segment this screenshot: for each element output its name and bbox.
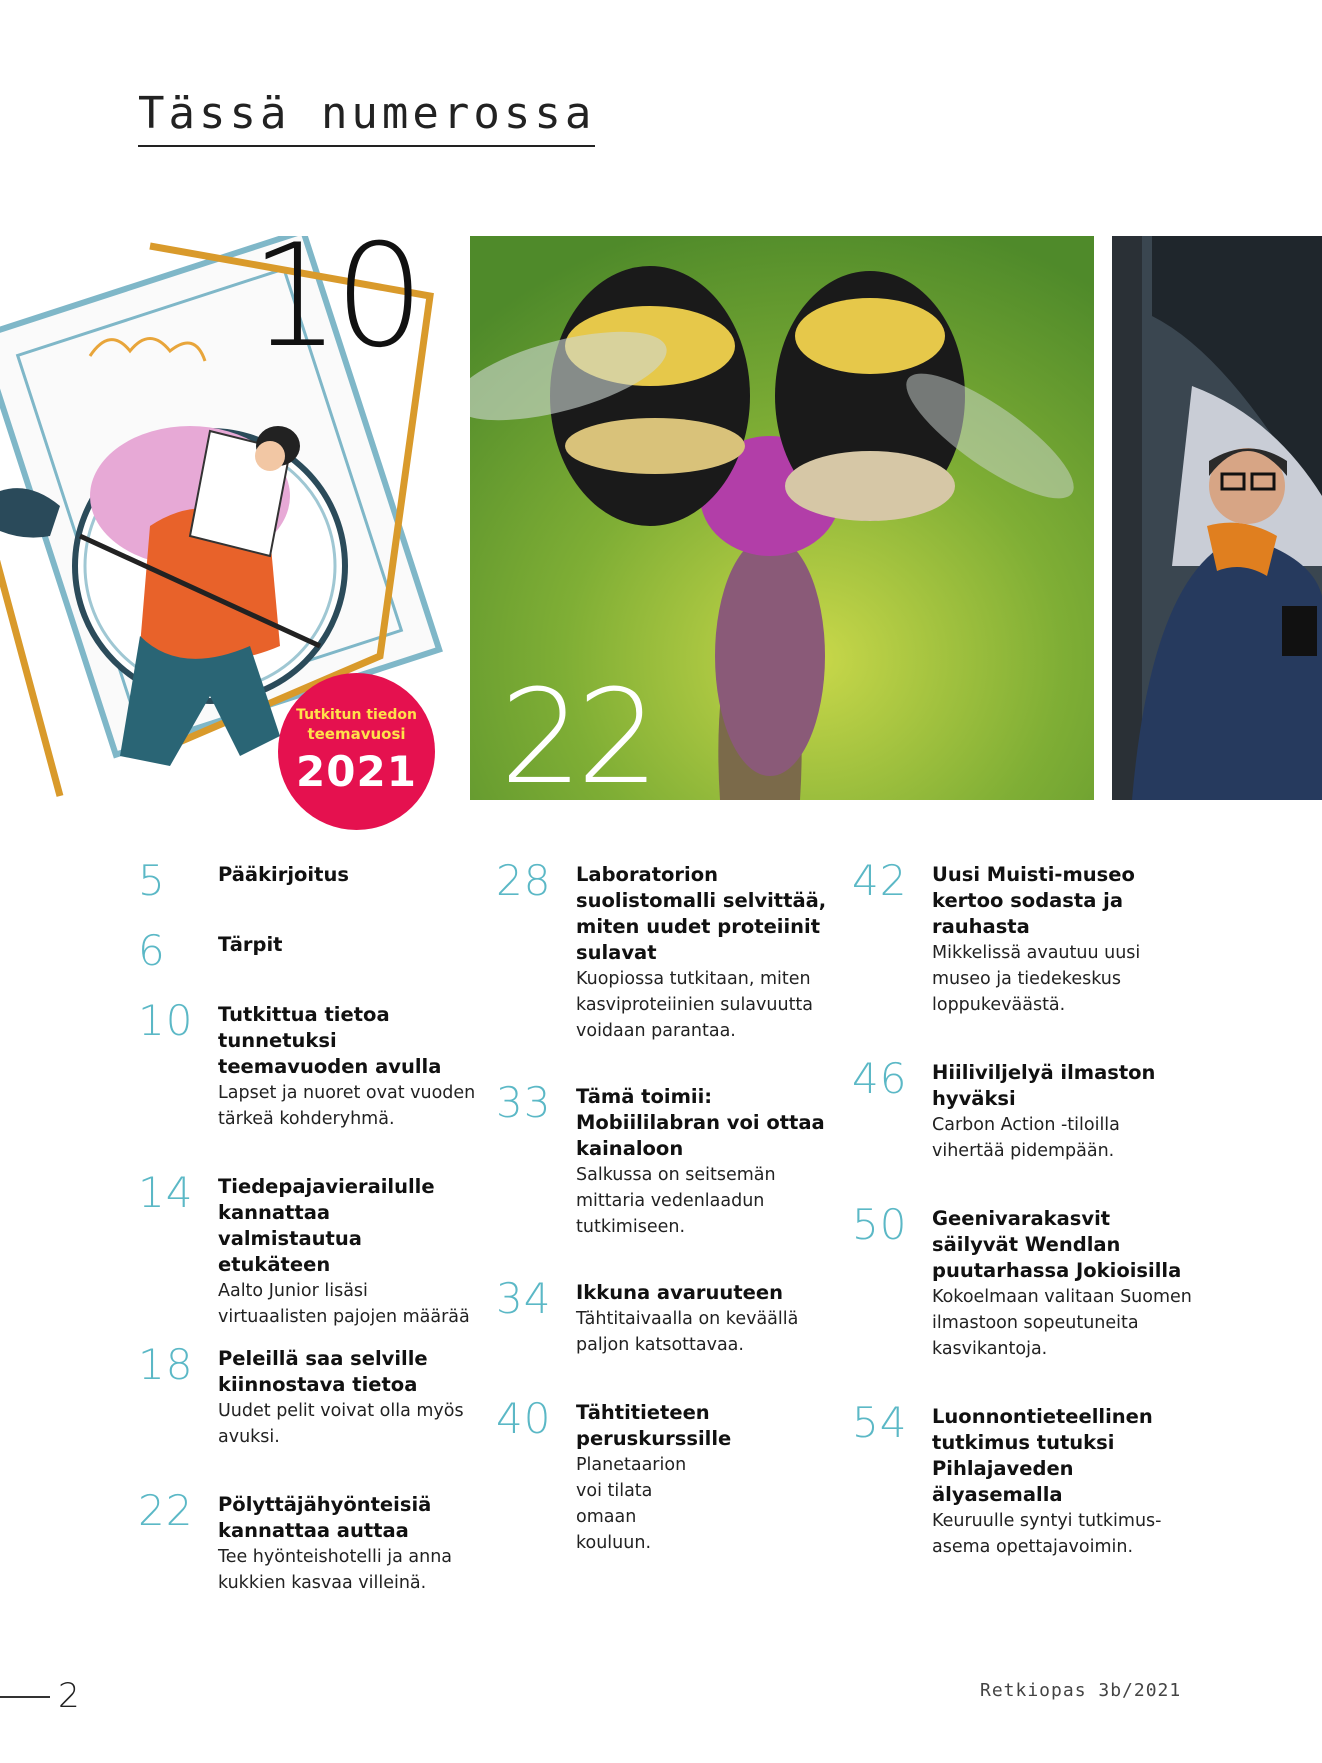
toc-description: Tähtitaivaalla on keväällä paljon katsottavaa.: [576, 1309, 799, 1355]
toc-description: Lapset ja nuoret ovat vuoden tärkeä kohderyhmä.: [218, 1083, 476, 1129]
toc-page-number: 28: [496, 856, 552, 905]
toc-title: Geenivarakasvit säilyvät Wendlan puutarhassa Jokioisilla: [932, 1207, 1182, 1282]
footer-page-number: 2: [58, 1676, 80, 1716]
toc-title: Tiedepajavierailulle kannattaa valmistautua etukäteen: [218, 1175, 435, 1276]
toc-title: Laboratorion suolistomalli selvittää, miten uudet proteiinit sulavat: [576, 863, 827, 964]
toc-title: Hiiliviljelyä ilmaston hyväksi: [932, 1061, 1156, 1110]
observatory-person-photo-image: [1112, 236, 1322, 800]
toc-title: Ikkuna avaruuteen: [576, 1281, 783, 1304]
toc-description: Mikkelissä avautuu uusi museo ja tiedekeskus loppukeväästä.: [932, 943, 1141, 1015]
toc-entry[interactable]: [852, 1200, 1192, 1404]
toc-title: Tähtitieteen peruskurssille: [576, 1401, 732, 1450]
toc-entry[interactable]: [852, 1398, 1192, 1560]
toc-title: Tärpit: [218, 933, 283, 956]
toc-entry[interactable]: [138, 1340, 478, 1492]
toc-page-number: 10: [138, 996, 194, 1045]
hero-page-number-22: 22: [500, 661, 654, 813]
toc-description: Keuruulle syntyi tutkimus-asema opettajavoimin.: [932, 1511, 1162, 1557]
badge-line-1: Tutkitun tiedon: [296, 707, 417, 723]
toc-description: Salkussa on seitsemän mittaria vedenlaadun tutkimiseen.: [576, 1165, 776, 1237]
toc-entry[interactable]: [852, 856, 1192, 1060]
toc-title: Tämä toimii: Mobiililabran voi ottaa kainaloon: [576, 1085, 825, 1160]
toc-column-2: [496, 856, 836, 1556]
toc-title: Pääkirjoitus: [218, 863, 349, 886]
toc-page-number: 40: [496, 1394, 552, 1443]
toc-page-number: 34: [496, 1274, 552, 1323]
toc-entry[interactable]: [496, 856, 836, 1084]
toc-description: Kuopiossa tutkitaan, miten kasviproteiinien sulavuutta voidaan parantaa.: [576, 969, 814, 1041]
toc-page-number: 54: [852, 1398, 908, 1447]
toc-entry[interactable]: [852, 1054, 1192, 1206]
toc-description: Kokoelmaan valitaan Suomen ilmastoon sopeutuneita kasvikantoja.: [932, 1287, 1192, 1359]
toc-entry[interactable]: [138, 1168, 478, 1346]
toc-title: Pölyttäjähyönteisiä kannattaa auttaa: [218, 1493, 432, 1542]
toc-entry[interactable]: [138, 1486, 478, 1596]
toc-description: Aalto Junior lisäsi virtuaalisten pajojen määrää: [218, 1281, 470, 1327]
toc-page-number: 50: [852, 1200, 908, 1249]
page-title: Tässä numerossa: [138, 88, 595, 147]
toc-column-1: [138, 856, 478, 1596]
toc-entry[interactable]: [496, 1394, 836, 1556]
toc-entry[interactable]: [138, 996, 478, 1174]
toc-title: Uusi Muisti-museo kertoo sodasta ja rauhasta: [932, 863, 1135, 938]
toc-column-3: [852, 856, 1192, 1560]
toc-title: Luonnontieteellinen tutkimus tutuksi Pihlajaveden älyasemalla: [932, 1405, 1153, 1506]
toc-page-number: 6: [138, 926, 166, 975]
toc-page-number: 33: [496, 1078, 552, 1127]
toc-page-number: 22: [138, 1486, 194, 1535]
toc-page-number: 42: [852, 856, 908, 905]
toc-page-number: 5: [138, 856, 166, 905]
toc-page-number: 46: [852, 1054, 908, 1103]
toc-entry[interactable]: [496, 1274, 836, 1400]
toc-entry[interactable]: [138, 856, 478, 932]
footer-rule: [0, 1696, 50, 1698]
toc-title: Tutkittua tietoa tunnetuksi teemavuoden avulla: [218, 1003, 442, 1078]
toc-entry[interactable]: [138, 926, 478, 1002]
toc-description: Tee hyönteishotelli ja anna kukkien kasvaa villeinä.: [218, 1547, 453, 1593]
badge-year: 2021: [296, 747, 417, 796]
theme-year-badge: [278, 673, 435, 830]
badge-line-2: teemavuosi: [307, 725, 406, 743]
toc-title: Peleillä saa selville kiinnostava tietoa: [218, 1347, 428, 1396]
toc-page-number: 14: [138, 1168, 194, 1217]
toc-page-number: 18: [138, 1340, 194, 1389]
footer-issue-label: Retkiopas 3b/2021: [980, 1680, 1182, 1701]
toc-entry[interactable]: [496, 1078, 836, 1280]
toc-description: Planetaarion voi tilata omaan kouluun.: [576, 1455, 687, 1553]
toc-description: Uudet pelit voivat olla myös avuksi.: [218, 1401, 464, 1447]
toc-description: Carbon Action -tiloilla vihertää pidempään.: [932, 1115, 1120, 1161]
hero-page-number-10: 10: [250, 214, 419, 379]
